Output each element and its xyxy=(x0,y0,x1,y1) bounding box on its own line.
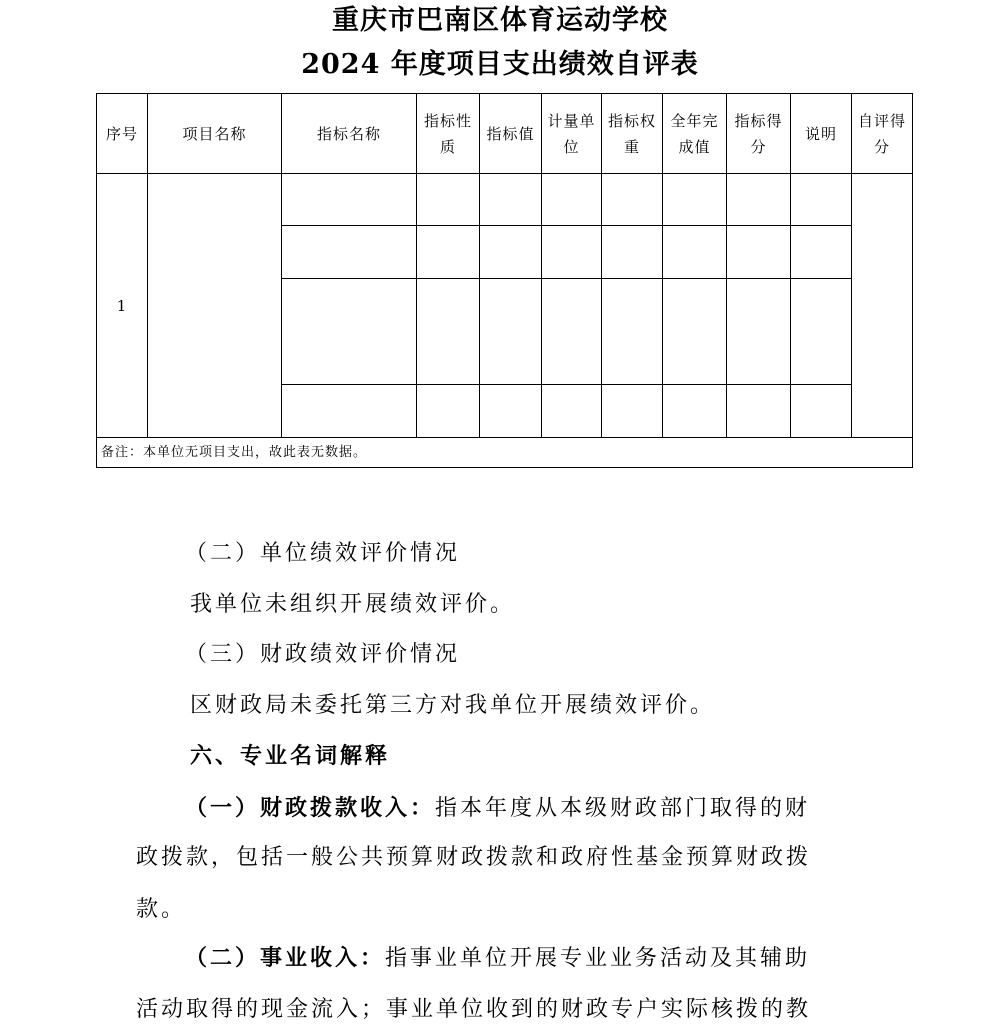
header-weight: 指标权重 xyxy=(602,94,663,174)
document-title-line1: 重庆市巴南区体育运动学校 xyxy=(332,5,668,36)
table-cell xyxy=(480,174,542,226)
table-note: 备注：本单位无项目支出，故此表无数据。 xyxy=(97,438,913,468)
table-cell xyxy=(791,279,852,385)
section-finance-evaluation-heading: （三）财政绩效评价情况 xyxy=(185,642,461,667)
section-finance-evaluation-text: 区财政局未委托第三方对我单位开展绩效评价。 xyxy=(190,693,716,718)
table-cell xyxy=(417,174,480,226)
table-cell xyxy=(542,279,602,385)
table-row xyxy=(97,174,913,226)
definition-text-continued: 活动取得的现金流入；事业单位收到的财政专户实际核拨的教 xyxy=(136,997,812,1022)
cell-self-score xyxy=(852,174,913,438)
table-cell xyxy=(791,174,852,226)
performance-table xyxy=(96,93,913,468)
definition-text-continued: 款。 xyxy=(136,897,187,922)
definition-text: 指事业单位开展专业业务活动及其辅助 xyxy=(385,946,811,971)
header-annual-completion: 全年完成值 xyxy=(663,94,727,174)
table-cell xyxy=(282,174,417,226)
table-cell xyxy=(602,385,663,438)
table-cell xyxy=(663,279,727,385)
table-cell xyxy=(417,385,480,438)
definition-business-income xyxy=(185,943,810,974)
table-cell xyxy=(663,226,727,279)
table-cell xyxy=(542,226,602,279)
header-project-name: 项目名称 xyxy=(148,94,282,174)
definition-term: （二）事业收入： xyxy=(185,945,386,971)
table-cell xyxy=(791,385,852,438)
cell-seq: 1 xyxy=(97,174,148,438)
header-indicator-value: 指标值 xyxy=(480,94,542,174)
table-cell xyxy=(282,279,417,385)
table-cell xyxy=(663,385,727,438)
header-indicator-name: 指标名称 xyxy=(282,94,417,174)
header-explanation: 说明 xyxy=(791,94,852,174)
table-header-row xyxy=(97,94,913,174)
table-cell xyxy=(602,174,663,226)
definition-fiscal-appropriation xyxy=(185,793,810,824)
table-cell xyxy=(602,279,663,385)
table-cell xyxy=(727,226,791,279)
definition-text: 指本年度从本级财政部门取得的财 xyxy=(435,796,811,821)
table-cell xyxy=(480,385,542,438)
header-indicator-nature: 指标性质 xyxy=(417,94,480,174)
table-cell xyxy=(663,174,727,226)
section-glossary-heading: 六、专业名词解释 xyxy=(190,743,391,769)
table-cell xyxy=(727,279,791,385)
header-unit: 计量单位 xyxy=(542,94,602,174)
table-cell xyxy=(727,174,791,226)
table-cell xyxy=(791,226,852,279)
table-cell xyxy=(542,174,602,226)
table-cell xyxy=(480,226,542,279)
header-seq: 序号 xyxy=(97,94,148,174)
table-cell xyxy=(727,385,791,438)
definition-term: （一）财政拨款收入： xyxy=(185,795,436,821)
table-cell xyxy=(542,385,602,438)
table-cell xyxy=(282,385,417,438)
header-self-score: 自评得分 xyxy=(852,94,913,174)
table-cell xyxy=(602,226,663,279)
table-cell xyxy=(480,279,542,385)
table-cell xyxy=(282,226,417,279)
table-note-row xyxy=(97,438,913,468)
definition-text-continued: 政拨款，包括一般公共预算财政拨款和政府性基金预算财政拨 xyxy=(136,845,812,870)
document-title-line2: 2024 年度项目支出绩效自评表 xyxy=(301,49,699,80)
header-indicator-score: 指标得分 xyxy=(727,94,791,174)
section-unit-evaluation-heading: （二）单位绩效评价情况 xyxy=(185,541,461,566)
table-cell xyxy=(417,226,480,279)
table-cell xyxy=(417,279,480,385)
section-unit-evaluation-text: 我单位未组织开展绩效评价。 xyxy=(190,592,516,617)
cell-project-name xyxy=(148,174,282,438)
